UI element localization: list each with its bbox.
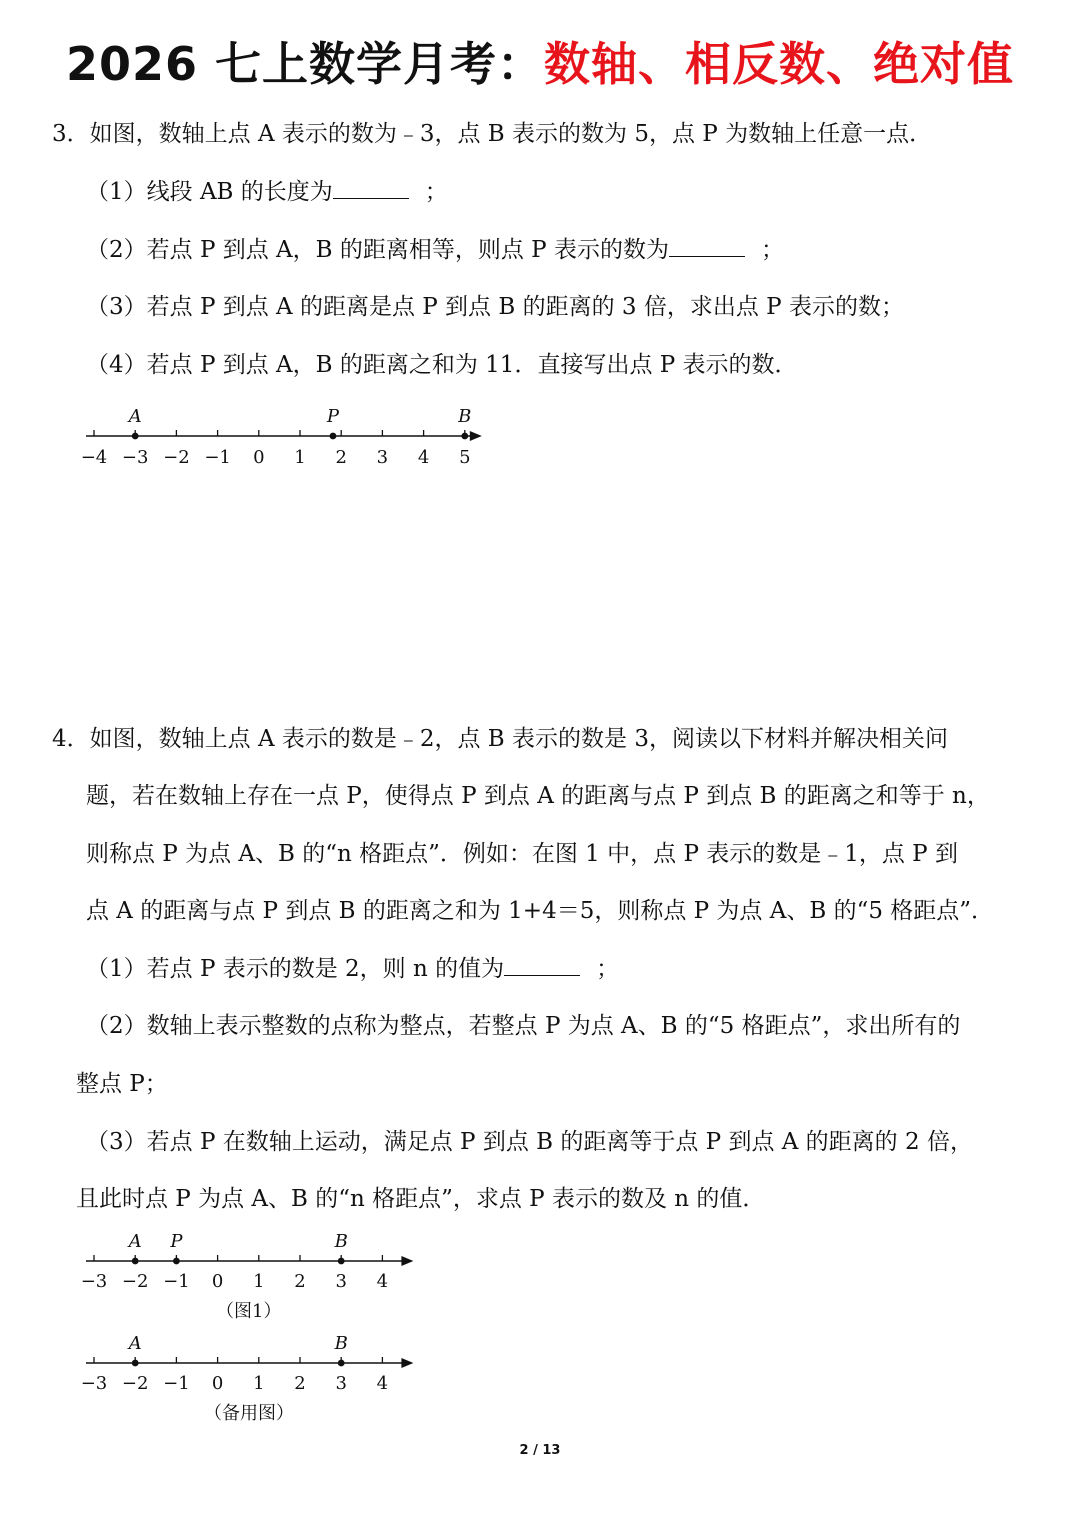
tick-label: 2	[335, 447, 347, 468]
tick-label: 4	[376, 1373, 389, 1394]
tick-label: −2	[163, 447, 190, 468]
q3-number-line	[70, 400, 510, 475]
tick-label: −1	[204, 447, 231, 468]
point-label-b: B	[458, 406, 472, 427]
q3-part1-end: ；	[424, 179, 448, 205]
q4-part1-text: （1）若点 P 表示的数是 2，则 n 的值为	[86, 956, 505, 982]
point-label-a: A	[128, 406, 142, 427]
q4-stem-line3: 则称点 P 为点 A、B 的“n 格距点”．例如：在图 1 中，点 P 表示的数是﹣1，点 P 到	[86, 841, 958, 867]
point-a	[132, 433, 139, 440]
q3-part3: （3）若点 P 到点 A 的距离是点 P 到点 B 的距离的 3 倍，求出点 P 表示的数；	[86, 294, 904, 320]
point-label-b: B	[334, 1333, 348, 1354]
q4-stem-line1: 4．如图，数轴上点 A 表示的数是﹣2，点 B 表示的数是 3，阅读以下材料并解决相关问	[52, 726, 948, 752]
title-black: 2026 七上数学月考：	[65, 37, 545, 91]
tick-label: 1	[294, 447, 306, 468]
tick-label: 3	[335, 1271, 347, 1292]
q4-stem-line2: 题，若在数轴上存在一点 P，使得点 P 到点 A 的距离与点 P 到点 B 的距离之和等于 n，	[86, 783, 990, 809]
tick-label: 0	[211, 1271, 224, 1292]
point-label-b: B	[334, 1231, 348, 1252]
axis-arrow	[401, 1256, 413, 1266]
tick-label: −3	[80, 1373, 108, 1394]
tick-label: −3	[80, 1271, 108, 1292]
tick-label: −2	[121, 1271, 149, 1292]
point-label-a: A	[128, 1333, 142, 1354]
q3-part2-blank	[669, 234, 745, 257]
point-b	[461, 433, 468, 440]
tick-label: 3	[335, 1373, 347, 1394]
page-title	[0, 28, 1080, 94]
tick-label: 5	[459, 447, 471, 468]
point-a	[132, 1360, 139, 1367]
tick-label: 4	[376, 1271, 389, 1292]
q3-stem: 3．如图，数轴上点 A 表示的数为﹣3，点 B 表示的数为 5，点 P 为数轴上任意一点．	[52, 121, 933, 147]
point-b	[338, 1360, 345, 1367]
q4-part1-end: ；	[596, 956, 620, 982]
q4-part2-line1: （2）数轴上表示整数的点称为整点，若整点 P 为点 A、B 的“5 格距点”，求出所有的	[86, 1013, 961, 1039]
tick-label: 0	[211, 1373, 224, 1394]
tick-label: −1	[163, 1373, 190, 1394]
tick-label: −1	[163, 1271, 190, 1292]
q4-figure1-number-line	[70, 1228, 430, 1298]
point-label-p: P	[170, 1231, 183, 1252]
tick-label: −4	[80, 447, 108, 468]
q3-part2-text: （2）若点 P 到点 A，B 的距离相等，则点 P 表示的数为	[86, 237, 669, 263]
q4-part1-blank	[504, 953, 580, 976]
tick-label: 1	[253, 1271, 265, 1292]
tick-label: 0	[253, 447, 265, 468]
point-a	[132, 1258, 139, 1265]
tick-label: 2	[294, 1373, 306, 1394]
tick-label: 4	[417, 447, 430, 468]
tick-label: 2	[294, 1271, 306, 1292]
point-p	[173, 1258, 180, 1265]
q3-part2-end: ；	[760, 237, 784, 263]
q3-part1-blank	[333, 176, 409, 199]
point-label-p: P	[326, 406, 340, 427]
axis-arrow	[470, 431, 482, 441]
q4-backup-number-line	[70, 1330, 430, 1400]
tick-label: −3	[121, 447, 149, 468]
q4-part2-line2: 整点 P；	[76, 1071, 168, 1097]
q4-part3-line2: 且此时点 P 为点 A、B 的“n 格距点”，求点 P 表示的数及 n 的值．	[76, 1186, 766, 1212]
q3-part1-text: （1）线段 AB 的长度为	[86, 179, 333, 205]
tick-label: −2	[121, 1373, 149, 1394]
point-b	[338, 1258, 345, 1265]
point-p	[330, 433, 337, 440]
q4-part1	[86, 953, 619, 985]
q4-stem-line4: 点 A 的距离与点 P 到点 B 的距离之和为 1+4＝5，则称点 P 为点 A、B 的“5 格距点”．	[86, 898, 995, 924]
tick-label: 1	[253, 1373, 265, 1394]
axis-arrow	[401, 1358, 413, 1368]
q4-backup-caption: （备用图）	[204, 1403, 294, 1424]
q4-part3-line1: （3）若点 P 在数轴上运动，满足点 P 到点 B 的距离等于点 P 到点 A 的距离的 2 倍，	[86, 1129, 973, 1155]
q3-part4: （4）若点 P 到点 A，B 的距离之和为 11．直接写出点 P 表示的数．	[86, 352, 798, 378]
q4-figure1-caption: （图1）	[216, 1301, 282, 1322]
page-number: 2 / 13	[519, 1443, 561, 1458]
q3-part2	[86, 234, 784, 266]
q3-part1	[86, 176, 448, 208]
tick-label: 3	[376, 447, 389, 468]
title-red: 数轴、相反数、绝对值	[544, 37, 1015, 91]
point-label-a: A	[128, 1231, 142, 1252]
